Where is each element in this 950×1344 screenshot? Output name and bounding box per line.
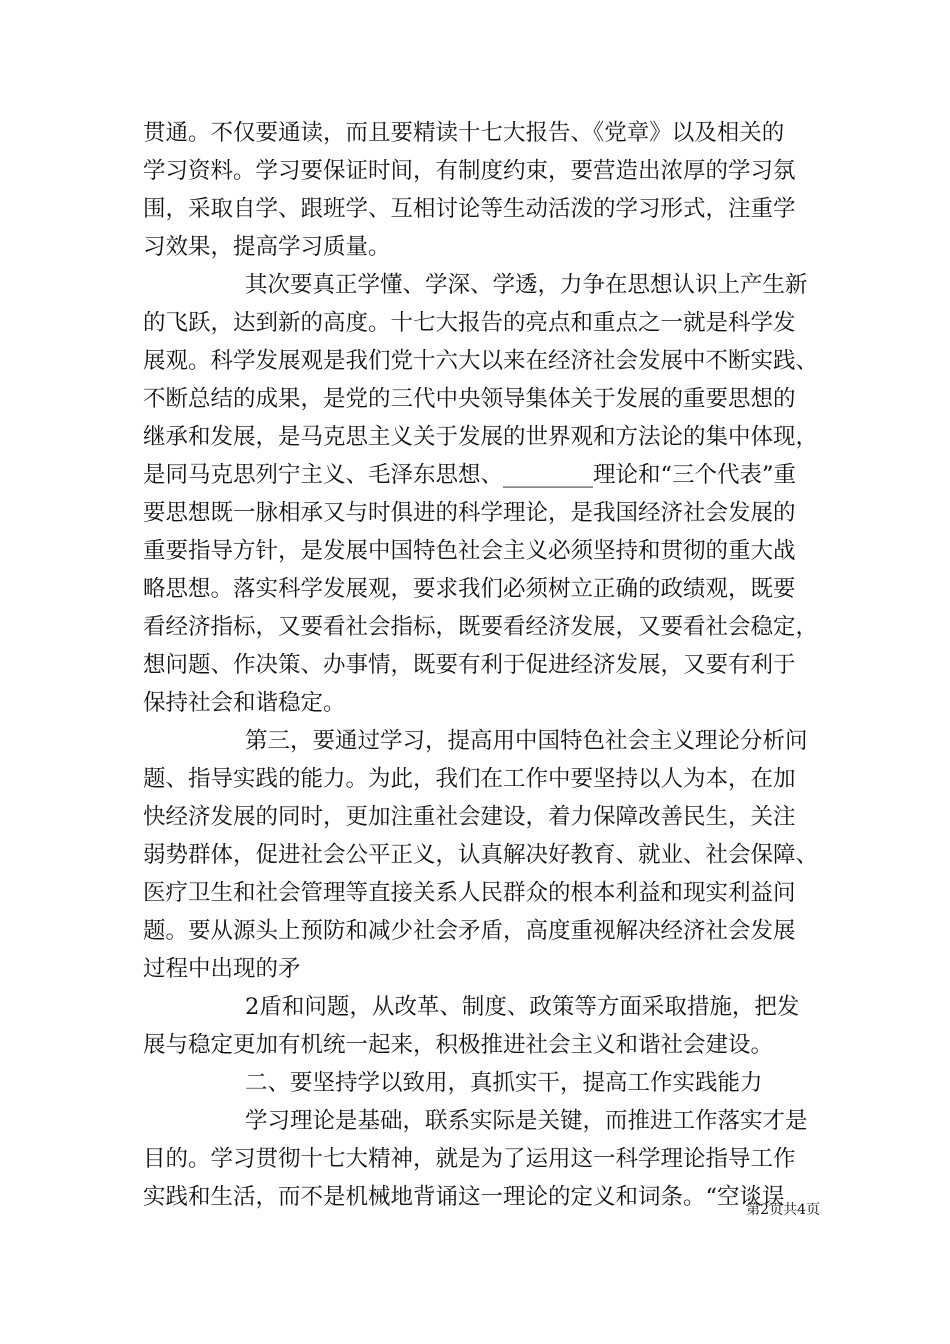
text-line: 是同马克思列宁主义、毛泽东思想、________理论和“三个代表”重 — [143, 462, 797, 488]
text-line: 医疗卫生和社会管理等直接关系人民群众的根本利益和现实利益问 — [143, 880, 796, 906]
text-line: 围，采取自学、跟班学、互相讨论等生动活泼的学习形式，注重学 — [143, 196, 796, 222]
text-line: 展观。科学发展观是我们党十六大以来在经济社会发展中不断实践、 — [143, 348, 819, 374]
page-number-footer: 第2页共4页 — [746, 1202, 820, 1218]
section-heading: 二、要坚持学以致用，真抓实干，提高工作实践能力 — [245, 1070, 763, 1096]
text-line: 继承和发展，是马克思主义关于发展的世界观和方法论的集中体现， — [143, 424, 819, 450]
text-line: 过程中出现的矛 — [143, 956, 301, 982]
text-line: 题、指导实践的能力。为此，我们在工作中要坚持以人为本，在加 — [143, 766, 796, 792]
text-line: 不断总结的成果，是党的三代中央领导集体关于发展的重要思想的 — [143, 386, 796, 412]
text-line: 想问题、作决策、办事情，既要有利于促进经济发展，又要有利于 — [143, 652, 796, 678]
text-line: 快经济发展的同时，更加注重社会建设，着力保障改善民生，关注 — [143, 804, 796, 830]
text-line: 贯通。不仅要通读，而且要精读十七大报告、《党章》以及相关的 — [143, 120, 785, 146]
paragraph-start-line: 第三，要通过学习，提高用中国特色社会主义理论分析问 — [245, 728, 808, 754]
text-line: 目的。学习贯彻十七大精神，就是为了运用这一科学理论指导工作 — [143, 1146, 796, 1172]
text-line: 略思想。落实科学发展观，要求我们必须树立正确的政绩观，既要 — [143, 576, 796, 602]
text-line: 学习资料。学习要保证时间，有制度约束，要营造出浓厚的学习氛 — [143, 158, 796, 184]
text-line: 题。要从源头上预防和减少社会矛盾，高度重视解决经济社会发展 — [143, 918, 796, 944]
paragraph-start-line: 其次要真正学懂、学深、学透，力争在思想认识上产生新 — [245, 272, 808, 298]
paragraph-start-line: 学习理论是基础，联系实际是关键，而推进工作落实才是 — [245, 1108, 808, 1134]
text-line: 习效果，提高学习质量。 — [143, 234, 391, 260]
text-line: 弱势群体，促进社会公平正义，认真解决好教育、就业、社会保障、 — [143, 842, 819, 868]
paragraph-start-line: 2盾和问题，从改革、制度、政策等方面采取措施，把发 — [245, 994, 800, 1020]
text-line: 的飞跃，达到新的高度。十七大报告的亮点和重点之一就是科学发 — [143, 310, 796, 336]
text-line: 保持社会和谐稳定。 — [143, 690, 346, 716]
text-line: 重要指导方针，是发展中国特色社会主义必须坚持和贯彻的重大战 — [143, 538, 796, 564]
text-line: 展与稳定更加有机统一起来，积极推进社会主义和谐社会建设。 — [143, 1032, 774, 1058]
text-line: 实践和生活，而不是机械地背诵这一理论的定义和词条。“空谈误 — [143, 1184, 785, 1210]
text-line: 要思想既一脉相承又与时俱进的科学理论，是我国经济社会发展的 — [143, 500, 796, 526]
text-line: 看经济指标，又要看社会指标，既要看经济发展，又要看社会稳定， — [143, 614, 819, 640]
